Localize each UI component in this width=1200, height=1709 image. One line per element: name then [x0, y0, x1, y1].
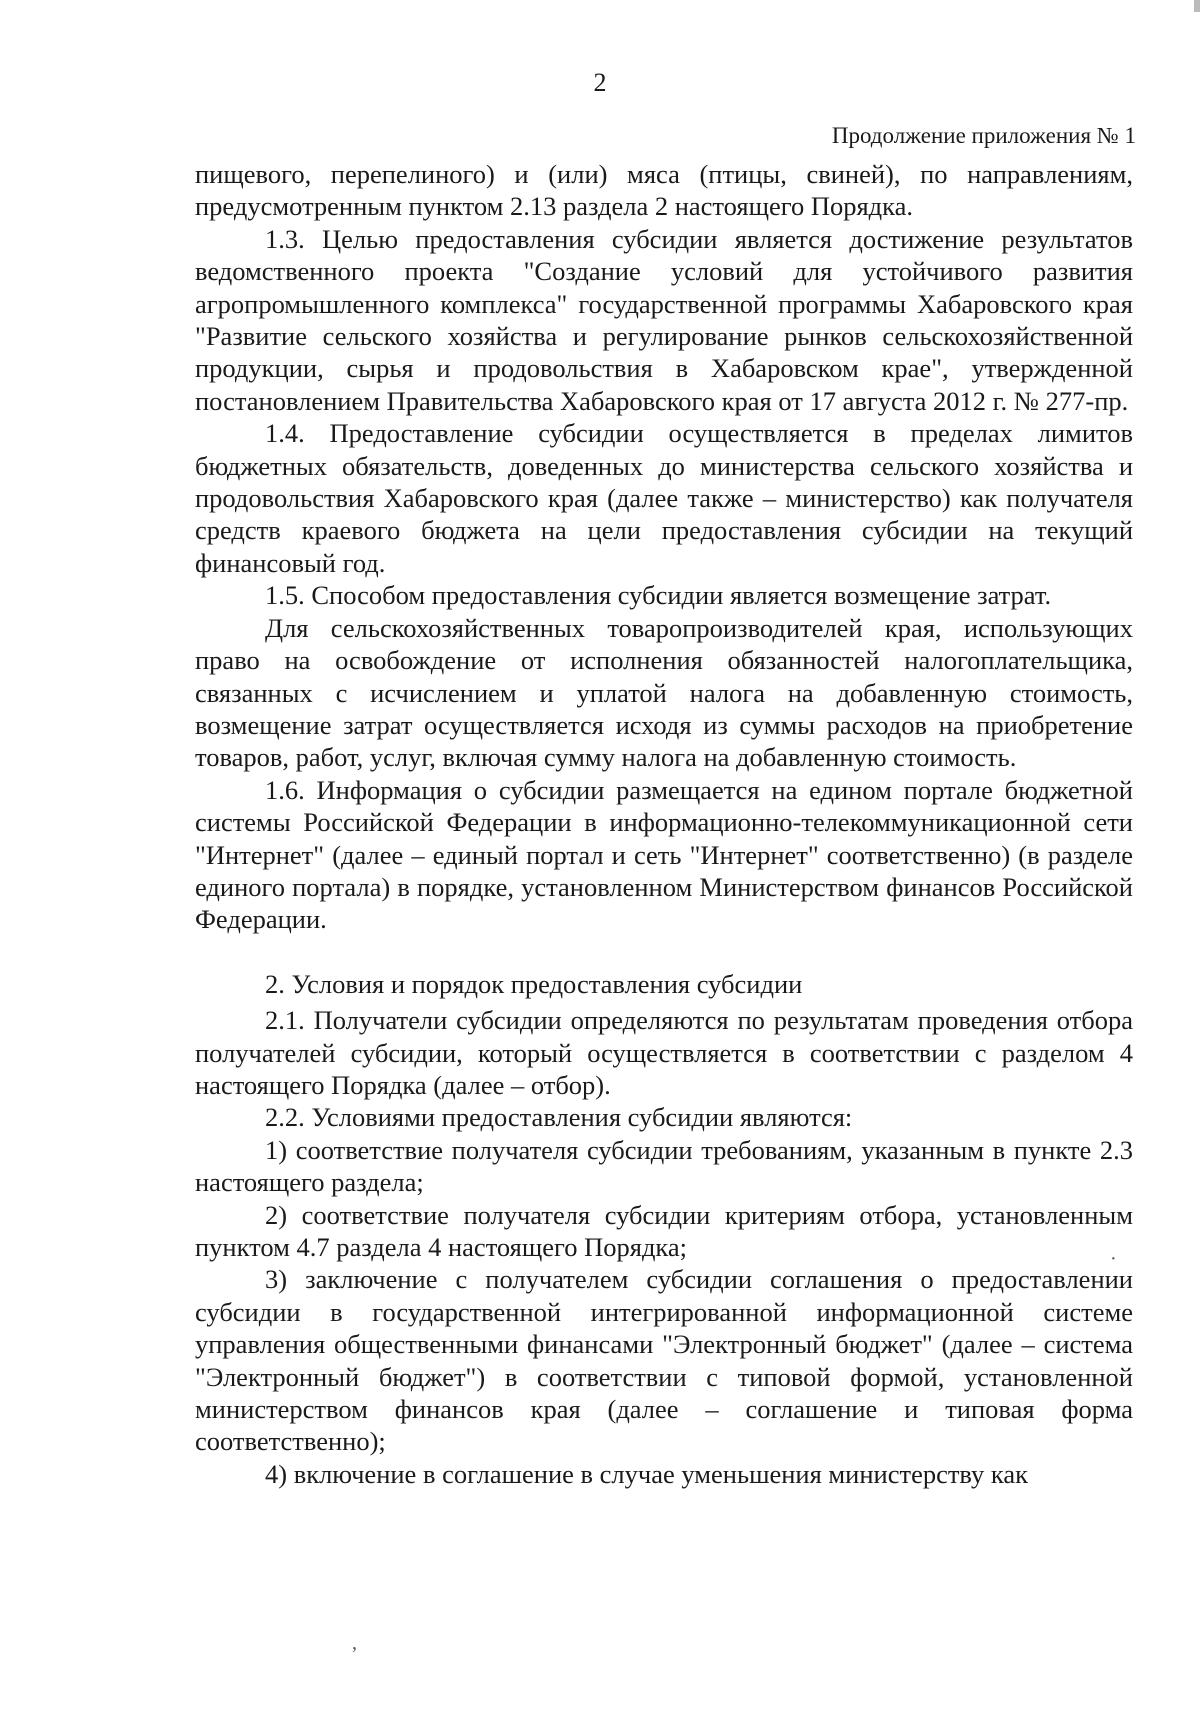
paragraph-1-6: 1.6. Информация о субсидии размещается на едином портале бюджетной системы Российской Федерации в информационно-телекоммуникационной сети "Интернет" (далее – единый портал и сеть "Интернет" соответственно) (в разделе единого портала) в порядке, установленном Министерством финансов Российской Федерации.: [195, 774, 1133, 935]
paragraph-1-5: 1.5. Способом предоставления субсидии является возмещение затрат.: [265, 580, 1052, 611]
section-heading-2: 2. Условия и порядок предоставления субсидии: [265, 968, 803, 999]
paragraph-1-5-vat: Для сельскохозяйственных товаропроизводителей края, использующих право на освобождение от исполнения обязанностей налогоплательщика, связанных с исчислением и уплатой налога на добавленную стоимость, возмещение затрат осуществляется исходя из суммы расходов на приобретение товаров, работ, услуг, включая сумму налога на добавленную стоимость.: [195, 612, 1133, 773]
scan-edge-mark: [1194, 0, 1200, 12]
paragraph-2-1: 2.1. Получатели субсидии определяются по результатам проведения отбора получателей субсидии, который осуществляется в соответствии с разделом 4 настоящего Порядка (далее – отбор).: [195, 1005, 1133, 1100]
document-body: [195, 158, 1133, 1490]
paragraph-1-3: 1.3. Целью предоставления субсидии является достижение результатов ведомственного проекта "Создание условий для устойчивого развития агропромышленного комплекса" государственной программы Хабаровского края "Развитие сельского хозяйства и регулирование рынков сельскохозяйственной продукции, сырья и продовольствия в Хабаровском крае", утвержденной постановлением Правительства Хабаровского края от 17 августа 2012 г. № 277-пр.: [195, 223, 1133, 416]
list-item-condition-1: 1) соответствие получателя субсидии требованиям, указанным в пункте 2.3 настоящего раздела;: [195, 1134, 1133, 1198]
list-item-condition-4: 4) включение в соглашение в случае уменьшения министерству как: [265, 1458, 1029, 1489]
list-item-condition-2: 2) соответствие получателя субсидии критериям отбора, установленным пунктом 4.7 раздела 4 настоящего Порядка;: [195, 1199, 1133, 1262]
continuation-note: Продолжение приложения № 1: [831, 123, 1136, 148]
scan-speck: ,: [352, 1632, 357, 1654]
paragraph-2-2: 2.2. Условиями предоставления субсидии являются:: [265, 1102, 853, 1133]
paragraph-1-4: 1.4. Предоставление субсидии осуществляется в пределах лимитов бюджетных обязательств, доведенных до министерства сельского хозяйства и продовольствия Хабаровского края (далее также – министерство) как получателя средств краевого бюджета на цели предоставления субсидии на текущий финансовый год.: [195, 418, 1133, 578]
scan-speck: ·: [1110, 1248, 1117, 1270]
paragraph-continuation: пищевого, перепелиного) и (или) мяса (птицы, свиней), по направлениям, предусмотренным пунктом 2.13 раздела 2 настоящего Порядка.: [195, 159, 1133, 222]
list-item-condition-3: 3) заключение с получателем субсидии соглашения о предоставлении субсидии в государственной интегрированной информационной системе управления общественными финансами "Электронный бюджет" (далее – система "Электронный бюджет") в соответствии с типовой формой, установленной министерством финансов края (далее – соглашение и типовая форма соответственно);: [195, 1264, 1133, 1457]
page-number: 2: [593, 68, 607, 97]
